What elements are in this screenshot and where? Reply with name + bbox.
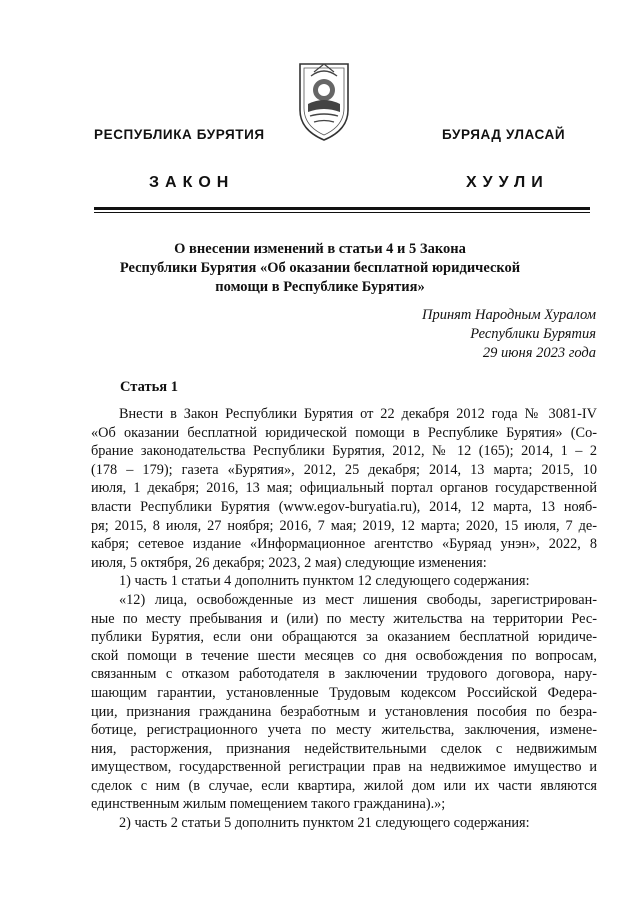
- body-line: июля, 1 декабря; 2016, 13 мая; официальный портал органов государственной: [91, 480, 597, 497]
- header-divider-thick: [94, 207, 590, 210]
- body-line: имуществом, государственной регистрации прав на недвижимое имущество и: [91, 759, 597, 776]
- article-body: [91, 405, 597, 833]
- header-republic-ru: РЕСПУБЛИКА БУРЯТИЯ: [94, 127, 265, 142]
- body-line: июля, 5 октября, 26 декабря; 2023, 2 мая) следующие изменения:: [91, 554, 487, 571]
- body-line: единственным жилым помещением такого гражданина).»;: [91, 796, 446, 813]
- body-line: ря; 2015, 8 июля, 27 ноября; 2016, 7 мая; 2019, 12 марта; 2020, 15 июля, 7 де-: [91, 517, 597, 534]
- body-line: ные по месту пребывания и (или) по месту жительства на территории Рес-: [91, 610, 597, 627]
- title-line: Республики Бурятия «Об оказании бесплатной юридической: [119, 260, 521, 276]
- law-title-ru: ЗАКОН: [149, 174, 235, 191]
- article-heading: Статья 1: [120, 379, 178, 395]
- adoption-date: 29 июня 2023 года: [482, 345, 596, 361]
- title-line: О внесении изменений в статьи 4 и 5 Закона: [174, 241, 466, 257]
- coat-of-arms-icon: [296, 60, 352, 142]
- body-line: связанным с отказом работодателя в заключении трудового договора, нару-: [91, 666, 597, 683]
- body-line: ции, признания гражданина безработным и установления пособия по безра-: [91, 703, 597, 720]
- body-line: публики Бурятия, если они обращаются за оказанием бесплатной юридиче-: [91, 629, 597, 646]
- document-title: [100, 240, 540, 297]
- body-line: ботице, регистрационного учета по месту жительства, заключения, измене-: [91, 722, 597, 739]
- body-line: сделок с ним (в случае, если квартира, жилой дом или их части являются: [91, 777, 597, 794]
- body-line: (178 – 179); газета «Бурятия», 2012, 25 декабря; 2014, 13 марта; 2015, 10: [91, 461, 597, 478]
- adoption-note: [370, 306, 596, 363]
- body-line: Внести в Закон Республики Бурятия от 22 декабря 2012 года № 3081-IV: [119, 406, 597, 422]
- body-line: «12) лица, освобожденные из мест лишения свободы, зарегистрирован-: [119, 591, 597, 608]
- body-line: ния, расторжения, признания недействительными сделок с недвижимым: [91, 740, 597, 757]
- body-line: брание законодательства Республики Бурятия, 2012, № 12 (165); 2014, 1 – 2: [91, 443, 597, 460]
- body-line: кабря; сетевое издание «Информационное агентство «Буряад унэн», 2022, 8: [91, 536, 597, 553]
- body-line: 2) часть 2 статьи 5 дополнить пунктом 21 следующего содержания:: [119, 815, 530, 832]
- body-line: «Об оказании бесплатной юридической помощи в Республике Бурятия» (Со-: [91, 424, 597, 441]
- law-title-bua: ХУУЛИ: [466, 174, 549, 191]
- body-line: власти Республики Бурятия (www.egov-buryatia.ru), 2014, 12 марта, 13 нояб-: [91, 498, 597, 515]
- header-republic-bua: БУРЯАД УЛАСАЙ: [442, 127, 566, 142]
- title-line: помощи в Республике Бурятия»: [215, 279, 425, 295]
- body-line: ской помощи в течение шести месяцев со дня освобождения по вопросам,: [91, 647, 597, 664]
- body-line: 1) часть 1 статьи 4 дополнить пунктом 12 следующего содержания:: [119, 573, 530, 590]
- body-line: шающим гарантии, установленные Трудовым кодексом Российской Федера-: [91, 684, 597, 701]
- adoption-line: Республики Бурятия: [470, 326, 596, 342]
- adoption-line: Принят Народным Хуралом: [421, 307, 596, 323]
- header-divider-thin: [94, 212, 590, 213]
